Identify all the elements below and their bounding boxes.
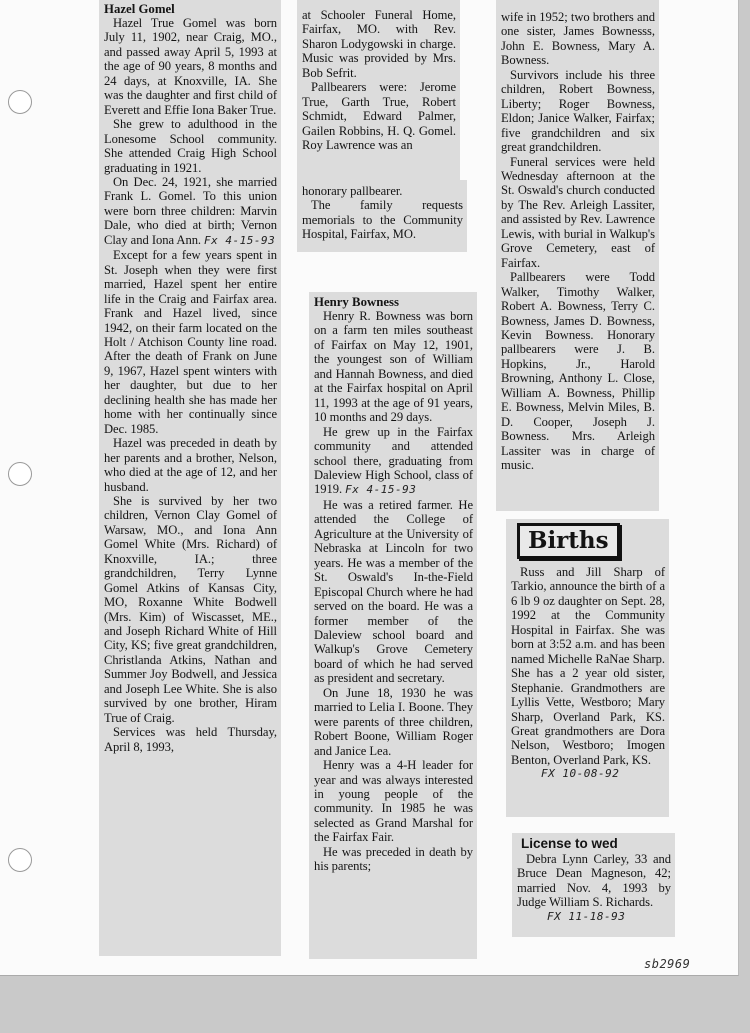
obituary-paragraph: honorary pallbearer. (302, 184, 403, 198)
obituary-paragraph: Henry R. Bowness was born on a farm ten miles southeast of Fairfax on May 12, 1901, the youngest son of William and Hannah Bowness, and died at the Fairfax hospital on April 11, 1993 at the age of 91 years, 10 months and 29 days. (314, 309, 473, 425)
license-to-wed-notice (512, 833, 675, 937)
handwritten-date-note: Fx 4-15-93 (345, 483, 417, 497)
punch-hole (8, 848, 32, 872)
handwritten-date-note: FX 11-18-93 (547, 909, 626, 923)
obituary-paragraph: Services was held Thursday, April 8, 1993, (104, 725, 277, 754)
births-heading: Births (517, 523, 620, 559)
obituary-paragraph: Pallbearers were Todd Walker, Timothy Walker, Robert A. Bowness, Terry C. Bowness, James D. Bowness, Kevin Bowness. Honorary pallbearers were J. B. Hopkins, Jr., Harold Browning, Anthony L. Close, William A. Bowness, Phillip E. Bowness, Melvin Miles, B. D. Cooper, Joseph J. Bowness. Mrs. Arleigh Lassiter was in charge of music. (501, 270, 655, 473)
punch-hole (8, 90, 32, 114)
obituary-paragraph: Pallbearers were: Jerome True, Garth True, Robert Schmidt, Edward Palmer, Gailen Robbins, H. Q. Gomel. Roy Lawrence was an (302, 80, 456, 153)
hazel-gomel-obituary (99, 0, 281, 956)
obituary-paragraph: Henry was a 4-H leader for year and was always interested in young people of the community. In 1985 he was selected as Grand Marshal for the Fairfax Fair. (314, 758, 473, 845)
obituary-paragraph: Survivors include his three children, Robert Bowness, Liberty; Roger Bowness, Eldon; Janice Walker, Fairfax; five grandchildren and six great grandchildren. (501, 67, 655, 155)
hazel-obituary-continuation (297, 0, 460, 180)
handwritten-date-note: Fx 4-15-93 (204, 233, 276, 247)
license-paragraph: Debra Lynn Carley, 33 and Bruce Dean Magneson, 42; married Nov. 4, 1993 by Judge William S. Richards. (517, 852, 671, 910)
obituary-paragraph: Funeral services were held Wednesday afternoon at the St. Oswald's church conducted by The Rev. Arleigh Lassiter, and assisted by Rev. Lawrence Lewis, with burial in Walkup's Grove Cemetery, east of Fairfax. (501, 154, 655, 270)
license-heading: License to wed (521, 836, 618, 851)
henry-obituary-continuation (496, 0, 659, 511)
punch-hole (8, 462, 32, 486)
obituary-paragraph: wife in 1952; two brothers and one sister, James Bownesss, John E. Bowness, Mary A. Bowness. (501, 10, 655, 68)
obituary-paragraph: On June 18, 1930 he was married to Lelia I. Boone. They were parents of three children, Robert Boone, William Roger and Janice Lea. (314, 685, 473, 758)
obituary-paragraph: He was preceded in death by his parents; (314, 844, 473, 874)
henry-obituary-title: Henry Bowness (314, 295, 399, 309)
obituary-paragraph: Except for a few years spent in St. Joseph when they were first married, Hazel spent her entire life in the Craig and Fairfax area. Frank and Hazel lived, since 1942, on their farm located on the Holt / Atchison County line road. After the death of Frank on June 9, 1967, Hazel spent winters with her daughter, but due to her declining health she has made her home with her continually since Dec. 1985. (104, 248, 277, 436)
obituary-paragraph: Hazel was preceded in death by her parents and a brother, Nelson, who died at the age of 12, and her husband. (104, 436, 277, 494)
obituary-paragraph: She is survived by her two children, Vernon Clay Gomel of Warsaw, MO., and Iona Ann Gomel White (Mrs. Richard) of Knoxville, IA.; three grandchildren, Terry Lynne Gomel Atkins of Kansas City, MO, Roxanne White Bodwell (Mrs. Kim) of Wiscasset, ME., and Joseph Richard White of Hill City, KS; five great grandchildren, Christlanda Atkins, Nathan and Summer Joy Bodwell, and Jessica and Joseph Lee White. She is also survived by one brother, Hiram True of Craig. (104, 493, 277, 725)
obituary-text: He grew up in the Fairfax community and attended school there, graduating from Daleview High School, class of 1919. (314, 424, 473, 497)
obituary-paragraph: Hazel True Gomel was born July 11, 1902, near Craig, MO., and passed away April 5, 1993 at the age of 90 years, 8 months and 24 days, at Knoxville, IA. She was the daughter and first child of Everett and Effie Iona Baker True. (104, 16, 277, 117)
hazel-obituary-continuation-2 (297, 180, 467, 252)
obituary-paragraph (104, 175, 277, 248)
handwritten-date-note: FX 10-08-92 (541, 767, 620, 781)
obituary-text: On Dec. 24, 1921, she married Frank L. Gomel. To this union were born three children: Marvin Dale, who died at birth; Vernon Clay and Iona Ann. (104, 174, 277, 247)
obituary-paragraph: He was a retired farmer. He attended the College of Agriculture at the University of Nebraska at Lincoln for two years. He was a member of the St. Oswald's In-the-Field Episcopal Church where he had served on the board. He was a former member of the Daleview school board and Walkup's Grove Cemetery board of which he had served as president and secretary. (314, 497, 473, 686)
obituary-paragraph: The family requests memorials to the Community Hospital, Fairfax, MO. (302, 198, 463, 242)
catalog-number: sb2969 (644, 957, 691, 971)
obituary-paragraph: at Schooler Funeral Home, Fairfax, MO. with Rev. Sharon Lodygowski in charge. Music was provided by Mrs. Bob Sefrit. (302, 8, 456, 80)
births-announcement (506, 519, 669, 817)
hazel-obituary-title: Hazel Gomel (104, 2, 175, 16)
obituary-paragraph: She grew to adulthood in the Lonesome School community. She attended Craig High School graduating in 1921. (104, 117, 277, 175)
obituary-paragraph (314, 425, 473, 498)
henry-bowness-obituary (309, 292, 477, 959)
births-paragraph: Russ and Jill Sharp of Tarkio, announce the birth of a 6 lb 9 oz daughter on Sept. 28, 1992 at the Community Hospital in Fairfax. She was born at 3:52 a.m. and has been named Michelle RaNae Sharp. She has a 2 year old sister, Stephanie. Grandmothers are Lyllis Vette, Westboro; Mary Sharp, Overland Park, KS. Great grandmothers are Dora Nelson, Westboro; Imogen Benton, Overland Park, KS. (511, 565, 665, 767)
